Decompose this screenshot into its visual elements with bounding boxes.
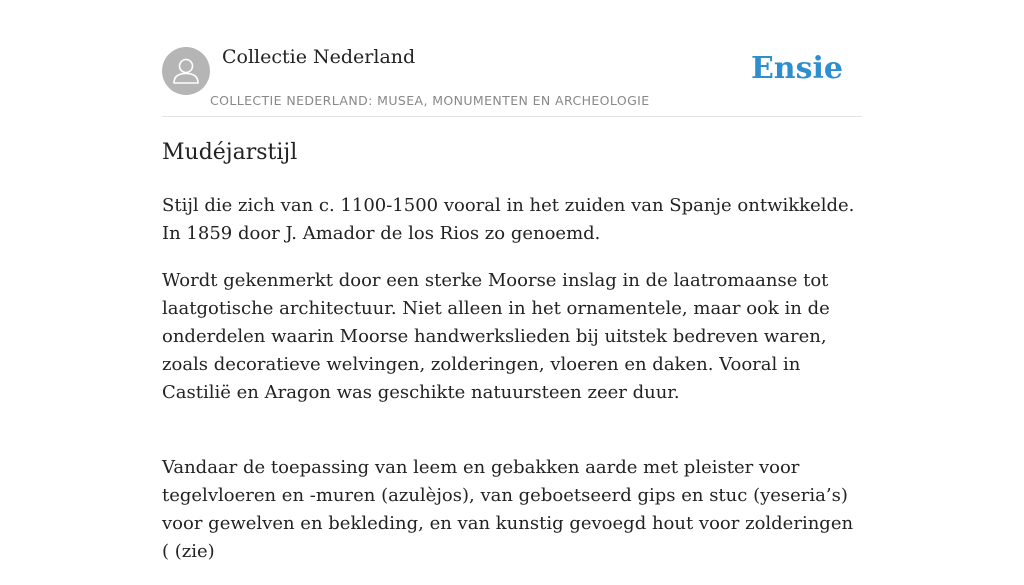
paragraph-spacer (162, 426, 862, 454)
ensie-logo[interactable]: Ensie (750, 51, 843, 86)
author-name[interactable]: Collectie Nederland (222, 46, 416, 68)
paragraph-3: Vandaar de toepassing van leem en gebakken aarde met pleister voor tegelvloeren en -muren (azulèjos), van geboetseerd gips en stuc (yeseria’s) voor gewelven en bekleding, en van kunstig gevoegd hout voor zolderingen ( (zie) (162, 457, 854, 562)
avatar[interactable] (162, 47, 210, 95)
user-icon (162, 47, 210, 95)
paragraph-1: Stijl die zich van c. 1100-1500 vooral in het zuiden van Spanje ontwikkelde. In 1859 door J. Amador de los Rios zo genoemd. (162, 195, 855, 244)
collection-subtitle[interactable]: COLLECTIE NEDERLAND: MUSEA, MONUMENTEN EN ARCHEOLOGIE (210, 93, 650, 108)
paragraph-2: Wordt gekenmerkt door een sterke Moorse inslag in de laatromaanse tot laatgotische architectuur. Niet alleen in het ornamentele, maar ook in de onderdelen waarin Moorse handwerkslieden bij uitstek bedreven waren, zoals decoratieve welvingen, zolderingen, vloeren en daken. Vooral in Castilië en Aragon was geschikte natuursteen zeer duur. (162, 270, 830, 403)
page-title: Mudéjarstijl (162, 140, 298, 165)
article-body (162, 192, 862, 585)
header (162, 44, 862, 117)
